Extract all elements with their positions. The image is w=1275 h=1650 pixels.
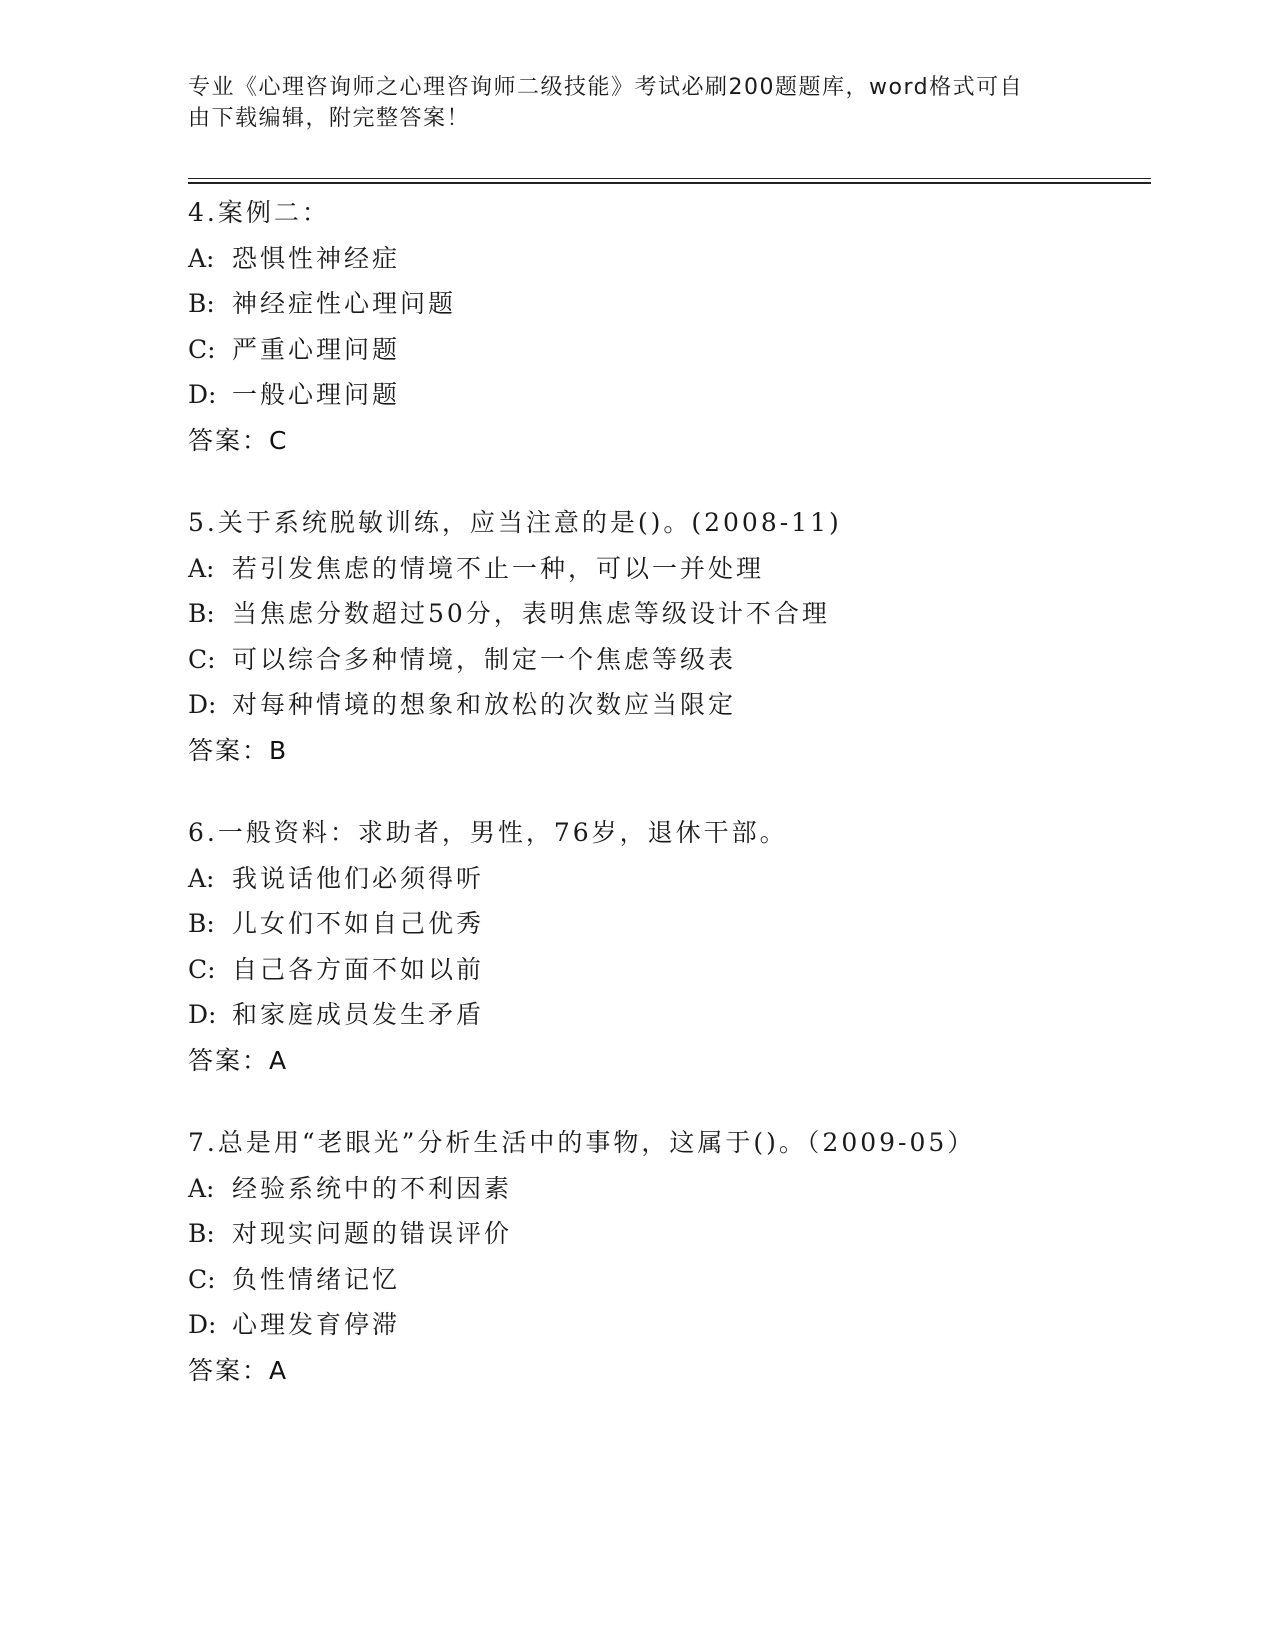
question-7 xyxy=(188,1120,1148,1393)
option-c xyxy=(188,1257,1148,1303)
option-d xyxy=(188,1302,1148,1348)
option-letter: B: xyxy=(188,289,215,318)
option-text: 一般心理问题 xyxy=(232,380,401,409)
option-text: 心理发育停滞 xyxy=(232,1310,401,1339)
document-header xyxy=(188,72,1068,134)
option-text: 负性情绪记忆 xyxy=(232,1264,401,1294)
option-c xyxy=(188,327,1148,373)
question-6 xyxy=(188,810,1148,1083)
option-b xyxy=(188,1211,1148,1257)
option-a xyxy=(188,236,1148,282)
option-letter: C: xyxy=(188,954,216,984)
option-text: 神经症性心理问题 xyxy=(232,289,457,318)
option-letter: D: xyxy=(188,380,217,409)
option-letter: C: xyxy=(188,334,216,364)
option-letter: D: xyxy=(188,1310,217,1339)
option-text: 当焦虑分数超过50分，表明焦虑等级设计不合理 xyxy=(232,599,830,628)
option-letter: C: xyxy=(188,1264,216,1294)
header-line-2: 由下载编辑，附完整答案！ xyxy=(188,106,471,131)
option-text: 经验系统中的不利因素 xyxy=(232,1173,513,1203)
question-4 xyxy=(188,190,1148,463)
answer-line: 答案：A xyxy=(188,1045,289,1075)
option-letter: D: xyxy=(188,1000,217,1029)
question-5 xyxy=(188,500,1148,773)
option-letter: A: xyxy=(188,863,215,893)
option-letter: A: xyxy=(188,243,215,273)
option-c xyxy=(188,637,1148,683)
answer-line: 答案：A xyxy=(188,1355,289,1385)
option-text: 和家庭成员发生矛盾 xyxy=(232,1000,485,1029)
option-text: 对每种情境的想象和放松的次数应当限定 xyxy=(232,690,737,719)
option-text: 自己各方面不如以前 xyxy=(232,954,485,984)
option-letter: B: xyxy=(188,599,215,628)
option-text: 严重心理问题 xyxy=(232,334,401,364)
answer-line: 答案：B xyxy=(188,735,289,765)
option-letter: A: xyxy=(188,553,215,583)
option-text: 若引发焦虑的情境不止一种，可以一并处理 xyxy=(232,553,765,583)
option-letter: A: xyxy=(188,1173,215,1203)
question-list xyxy=(188,190,1148,1430)
option-c xyxy=(188,947,1148,993)
option-letter: D: xyxy=(188,690,217,719)
option-a xyxy=(188,856,1148,902)
option-text: 儿女们不如自己优秀 xyxy=(232,909,485,938)
question-stem: 4.案例二： xyxy=(188,198,330,227)
option-letter: C: xyxy=(188,644,216,674)
option-text: 恐惧性神经症 xyxy=(232,243,401,273)
option-b xyxy=(188,591,1148,637)
option-text: 可以综合多种情境，制定一个焦虑等级表 xyxy=(232,644,737,674)
option-text: 对现实问题的错误评价 xyxy=(232,1219,513,1248)
question-stem: 6.一般资料：求助者，男性，76岁，退休干部。 xyxy=(188,818,788,847)
option-b xyxy=(188,901,1148,947)
option-b xyxy=(188,281,1148,327)
option-text: 我说话他们必须得听 xyxy=(232,863,485,893)
header-divider-thin xyxy=(188,178,1151,179)
option-d xyxy=(188,992,1148,1038)
option-letter: B: xyxy=(188,1219,215,1248)
answer-line: 答案：C xyxy=(188,425,289,455)
question-stem: 5.关于系统脱敏训练，应当注意的是()。(2008-11) xyxy=(188,508,842,537)
option-letter: B: xyxy=(188,909,215,938)
question-stem: 7.总是用“老眼光”分析生活中的事物，这属于()。（2009-05） xyxy=(188,1128,976,1157)
option-d xyxy=(188,682,1148,728)
option-a xyxy=(188,1166,1148,1212)
header-line-1: 专业《心理咨询师之心理咨询师二级技能》考试必刷200题题库，word格式可自 xyxy=(188,75,1024,100)
header-divider-thick xyxy=(188,182,1151,184)
option-d xyxy=(188,372,1148,418)
option-a xyxy=(188,546,1148,592)
